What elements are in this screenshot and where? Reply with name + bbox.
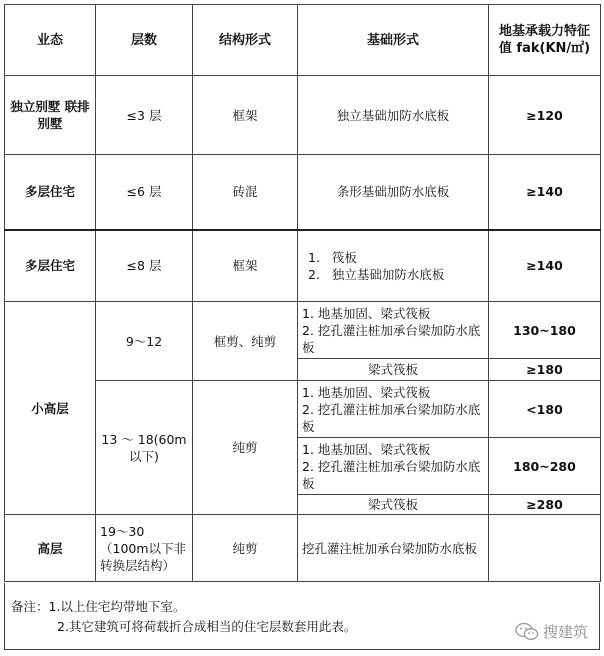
cell-floors: ≤8 层 [96,230,193,302]
table-row [5,515,601,582]
table-row [5,155,601,230]
cell-foundation: 独立基础加防水底板 [298,76,489,155]
cell-type: 独立别墅 联排别墅 [5,76,96,155]
header-foundation: 基础形式 [298,5,489,76]
table-row [5,230,601,302]
cell-foundation: 挖孔灌注桩加承台梁加防水底板 [298,515,489,582]
cell-foundation [298,230,489,302]
cell-fak: ≥120 [489,76,601,155]
table-row [5,302,601,359]
header-type: 业态 [5,5,96,76]
cell-foundation: 梁式筏板 [298,495,489,515]
cell-structure: 框架 [193,230,298,302]
cell-type: 多层住宅 [5,230,96,302]
cell-structure: 砖混 [193,155,298,230]
foundation-line: 2. 挖孔灌注桩加承台梁加防水底板 [302,401,481,434]
note-line-2: 2.其它建筑可将荷载折合成相当的住宅层数套用此表。 [57,619,357,634]
table-row [5,76,601,155]
cell-foundation: 条形基础加防水底板 [298,155,489,230]
cell-type: 高层 [5,515,96,582]
watermark-text: 搜建筑 [542,623,588,641]
cell-fak: ≥180 [489,359,601,381]
foundation-line: 1. 筏板 [308,249,357,265]
foundation-table [4,4,601,582]
cell-structure: 框剪、纯剪 [193,302,298,381]
header-fak: 地基承载力特征值 fak(KN/㎡) [489,5,601,76]
cell-foundation [298,302,489,359]
cell-floors: ≤6 层 [96,155,193,230]
cell-type: 小高层 [5,302,96,515]
foundation-line: 1. 地基加固、梁式筏板 [302,384,431,400]
wechat-icon [515,622,539,642]
cell-fak: ≥140 [489,155,601,230]
cell-fak: <180 [489,381,601,438]
cell-fak: 180~280 [489,438,601,495]
foundation-line: 2. 挖孔灌注桩加承台梁加防水底板 [302,322,481,355]
cell-fak: ≥140 [489,230,601,302]
cell-foundation [298,438,489,495]
cell-type: 多层住宅 [5,155,96,230]
note-line-1: 备注：1.以上住宅均带地下室。 [11,599,186,614]
header-row [5,5,601,76]
table-note [4,583,600,650]
cell-floors: 13 ～ 18(60m以下) [96,381,193,515]
cell-fak: ≥280 [489,495,601,515]
cell-floors: 19～30（100m以下非转换层结构） [96,515,193,582]
header-floors: 层数 [96,5,193,76]
cell-foundation [298,381,489,438]
cell-fak: 130~180 [489,302,601,359]
foundation-line: 2. 独立基础加防水底板 [308,266,445,282]
watermark [515,621,588,642]
cell-structure: 纯剪 [193,515,298,582]
cell-structure: 纯剪 [193,381,298,515]
header-structure: 结构形式 [193,5,298,76]
foundation-line: 1. 地基加固、梁式筏板 [302,305,431,321]
foundation-line: 1. 地基加固、梁式筏板 [302,441,431,457]
cell-fak [489,515,601,582]
cell-floors: 9～12 [96,302,193,381]
foundation-line: 2. 挖孔灌注桩加承台梁加防水底板 [302,458,481,491]
cell-floors: ≤3 层 [96,76,193,155]
cell-structure: 框架 [193,76,298,155]
cell-foundation: 梁式筏板 [298,359,489,381]
